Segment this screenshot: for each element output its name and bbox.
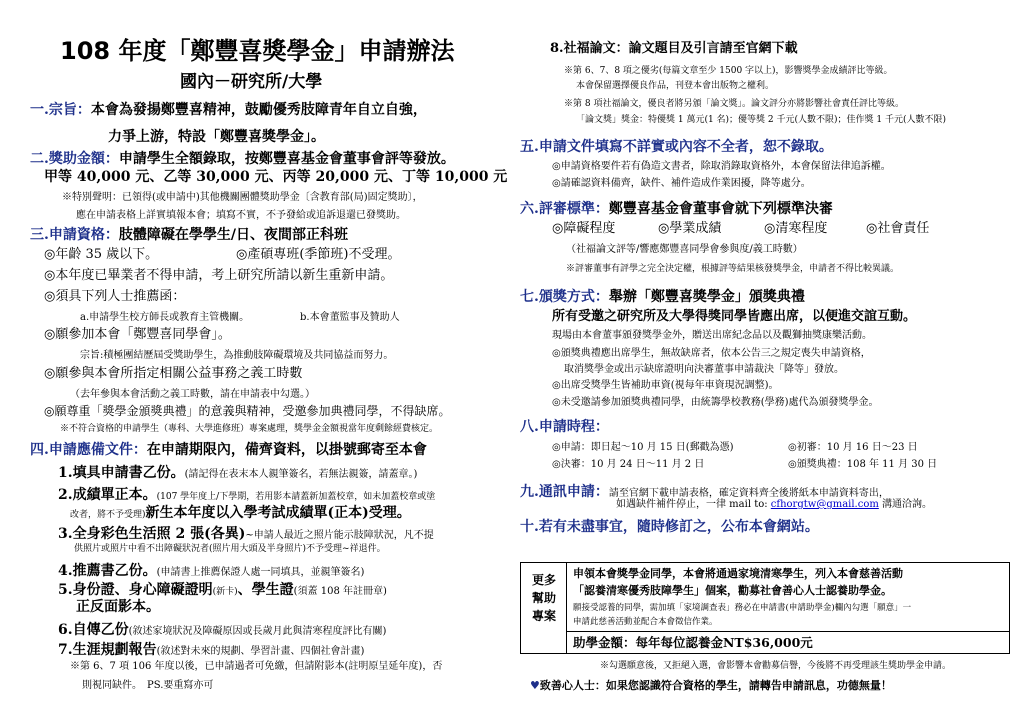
- section-5-heading: 五.申請文件填寫不詳實或內容不全者，恕不錄取。: [520, 139, 833, 155]
- doc-7: [58, 640, 364, 658]
- section-1: [30, 103, 427, 118]
- doc-2-freshman: 新生本年度以入學考試成績單(正本)受理。: [145, 505, 411, 521]
- section-7-line-2: 所有受邀之研究所及大學得獎同學皆應出席，以便進交誼互動。: [552, 309, 917, 324]
- help-box-divider: [567, 631, 1009, 632]
- schedule-final-review: ◎決審：10 月 24 日～11 月 2 日: [552, 459, 705, 470]
- page-subtitle: 國內－研究所/大學: [180, 72, 323, 92]
- section-3-seasonal: ◎產碩專班(季節班)不受理。: [236, 247, 401, 262]
- section-9-heading: 九.通訊申請：: [520, 484, 609, 500]
- section-4-note-2: 則視同缺件。 PS.要重寫亦可: [82, 680, 214, 691]
- doc-5-label: 5.身份證、身心障礙證明: [58, 582, 213, 598]
- section-3-recommend: ◎須具下列人士推薦函：: [44, 289, 186, 304]
- section-3-note: ※不符合資格的申請學生（專科、大學進修班）專案處理，獎學金金額視當年度剩餘經費核定。: [60, 424, 439, 434]
- section-3-volunteer: ◎願參與本會所指定相關公益事務之義工時數: [44, 366, 303, 381]
- section-3-recommend-a: a.申請學生校方師長或教育主管機關。: [80, 312, 250, 323]
- criterion-disability: ◎障礙程度: [552, 221, 616, 236]
- schedule-first-review: ◎初審：10 月 16 日～23 日: [788, 442, 918, 453]
- section-5-item-1: ◎申請資格要件若有偽造文書者，除取消錄取資格外，本會保留法律追訴權。: [552, 161, 891, 172]
- criterion-grades: ◎學業成績: [658, 221, 722, 236]
- doc-3-note-2: 供照片或照片中看不出障礙狀況者(照片用大頭及半身照片)不予受理~祥退件。: [74, 544, 386, 554]
- doc-4: [58, 561, 364, 579]
- section-4-heading: 四.申請應備文件：: [30, 442, 147, 458]
- section-4-note-1: ※第 6、7 項 106 年度以後，已申請過者可免繳，但請附影本(註明原呈延年度)，否: [70, 661, 443, 672]
- section-3-alumni-note: 宗旨:積極團結歷屆受獎助學生，為推動肢障礙環境及共同協益而努力。: [80, 350, 394, 361]
- heart-icon: ♥: [530, 679, 540, 692]
- section-2-amounts: 甲等 40,000 元、乙等 30,000 元、丙等 20,000 元、丁等 10,000 元: [44, 169, 508, 185]
- schedule-ceremony: ◎頒獎典禮：108 年 11 月 30 日: [788, 459, 938, 470]
- section-7-item-1b: 取消獎學金或出示缺席證明向決審董事申請裁決「降等」發放。: [564, 364, 844, 375]
- section-7-item-2: ◎出席受獎學生皆補助車資(視每年車資現況調整)。: [552, 380, 779, 391]
- section-7-item-1: ◎頒獎典禮應出席學生，無故缺席者，依本公告三之規定喪失申請資格，: [552, 348, 871, 359]
- page-title: 108 年度「鄭豐喜獎學金」申請辦法: [60, 37, 455, 65]
- section-5-item-2: ◎請確認資料備齊，缺件、補件造成作業困擾，降等處分。: [552, 178, 811, 189]
- doc-3-label: 3.全身彩色生活照 2 張(各異): [58, 526, 246, 542]
- doc-3-note: ~申請人最近之照片能示肢障狀況，凡不提: [245, 530, 434, 541]
- doc-2: [58, 485, 435, 503]
- section-9-mail-text: 如遇缺件補件停止，一律 mail to:: [616, 499, 771, 510]
- section-8-heading: 八.申請時程：: [520, 419, 609, 435]
- doc-6-note: (敘述家境狀況及障礙原因或長歲月此與清寒程度評比有關): [128, 626, 387, 637]
- doc-2-label: 2.成績單正本。: [58, 487, 157, 503]
- doc-8-note-1: ※第 6、7、8 項之優劣(每篇文章至少 1500 字以上)，影響獎學金成績評比等級。: [564, 66, 893, 76]
- section-10: 十.若有未盡事宜，隨時修訂之，公布本會網站。: [520, 519, 819, 535]
- section-3-recommend-b: b.本會董監事及贊助人: [300, 312, 400, 323]
- section-1-heading: 一.宗旨：: [30, 102, 91, 118]
- footer-text: 致善心人士：如果您認識符合資格的學生，請轉告申請訊息，功德無量！: [539, 679, 892, 692]
- doc-5-cont: 正反面影本。: [76, 599, 160, 615]
- doc-8-note-3: ※第 8 項社福論文，優良者將另頒「論文獎」。論文評分亦將影響社會責任評比等級。: [564, 99, 904, 109]
- section-2-heading: 二.獎助金額：: [30, 151, 119, 167]
- doc-5-note-2: (須蓋 108 年註冊章): [293, 586, 387, 597]
- footer-line: [530, 680, 892, 692]
- section-3-alumni: ◎願參加本會「鄭豐喜同學會」。: [44, 327, 231, 342]
- section-2: [30, 152, 455, 167]
- section-2-note-1: ※特別聲明：已領得(或申請中)其他機關團體獎助學金〔含教育部(局)固定獎助〕，: [62, 192, 423, 203]
- doc-6-label: 6.自傳乙份: [58, 622, 129, 638]
- help-box-line-3: 願接受認養的同學，需加填「家境調查表」務必在申請書(申請助學金)欄內勾選「願意」一: [573, 603, 912, 613]
- help-box-line-4: 申請此慈善活動並配合本會徵信作業。: [573, 617, 718, 627]
- doc-3: [58, 524, 434, 542]
- doc-5-student-id: 、學生證: [237, 582, 294, 598]
- section-7-item-3: ◎未受邀請參加頒獎典禮同學，由統籌學校教務(學務)處代為頒發獎學金。: [552, 397, 879, 408]
- help-box-label-cell: [521, 563, 567, 653]
- doc-2-cont: [70, 503, 411, 521]
- doc-4-label: 4.推薦書乙份。: [58, 563, 157, 579]
- section-2-line-1: 申請學生全額錄取，按鄭豐喜基金會董事會評等發放。: [118, 151, 455, 167]
- doc-5: [58, 580, 387, 598]
- doc-1-label: 1.填具申請書乙份。: [58, 465, 185, 481]
- doc-8-note-2: 本會保留選擇優良作品，刊登本會出版物之權利。: [576, 81, 775, 91]
- section-6: [520, 202, 833, 217]
- section-3-age: ◎年齡 35 歲以下。: [44, 247, 159, 262]
- section-3-volunteer-note: （去年參與本會活動之義工時數，請在申請表中勾選。）: [70, 389, 315, 400]
- section-3-heading: 三.申請資格：: [30, 227, 119, 243]
- help-box-label: 更多幫助專案: [531, 573, 556, 623]
- help-program-box: [520, 562, 1010, 654]
- section-6-note-1: （社福論文評等/響應鄭豐喜同學會參與度/義工時數）: [566, 244, 803, 255]
- doc-5-note: (新卡): [212, 587, 238, 597]
- section-7-line-1: 舉辦「鄭豐喜獎學金」頒獎典禮: [608, 289, 805, 305]
- section-4: [30, 443, 427, 458]
- section-1-line-2: 力爭上游，特設「鄭豐喜獎學金」。: [108, 129, 325, 145]
- schedule-apply: ◎申請：即日起～10 月 15 日(郵戳為憑): [552, 442, 734, 453]
- section-2-note-2: 應在申請表格上詳實填報本會；填寫不實，不予發給或追訴退還已發獎助。: [76, 210, 406, 221]
- section-9-line-1: 請至官網下載申請表格，確定資料齊全後將紙本申請資料寄出，: [608, 488, 889, 499]
- contact-email-link[interactable]: cfhorgtw@gmail.com: [770, 499, 879, 510]
- section-7-line-3: 現場由本會董事頒發獎學金外，贈送出席紀念品以及觀獅抽獎康樂活動。: [552, 330, 872, 341]
- help-box-note: ※勾選願意後，又拒絕入選，會影響本會勸募信譽，今後將不再受理該生獎助學金申請。: [600, 661, 952, 671]
- help-box-amount: 助學金額：每年每位認養金NT$36,000元: [573, 635, 813, 650]
- section-9: [520, 482, 889, 500]
- doc-7-note: (敘述對未來的規劃、學習計畫、四個社會計畫): [156, 646, 365, 657]
- section-1-line-1: 本會為發揚鄭豐喜精神，鼓勵優秀肢障青年自立自強，: [90, 102, 427, 118]
- criterion-poverty: ◎清寒程度: [764, 221, 828, 236]
- section-9-line-2: [616, 499, 932, 510]
- help-box-line-1: 申領本會獎學金同學，本會將通過家境清寒學生，列入本會慈善活動: [573, 567, 903, 580]
- doc-7-label: 7.生涯規劃報告: [58, 642, 157, 658]
- section-6-heading: 六.評審標準：: [520, 201, 609, 217]
- doc-6: [58, 620, 386, 638]
- doc-2-note: (107 學年度上/下學期，若用影本請蓋新加蓋校章，如未加蓋校章或塗: [156, 492, 436, 502]
- doc-8: 8.社福論文：論文題目及引言請至官網下載: [550, 41, 798, 56]
- section-3: [30, 228, 348, 243]
- section-7-heading: 七.頒獎方式：: [520, 289, 609, 305]
- criterion-social: ◎社會責任: [866, 221, 930, 236]
- section-7: [520, 290, 805, 305]
- doc-2-note-2: 改者，將不予受理): [70, 510, 146, 520]
- doc-4-note: (申請書上推薦保證人處一同填具，並親筆簽名): [156, 567, 365, 578]
- doc-1: [58, 463, 417, 481]
- section-3-ceremony: ◎願尊重「獎學金頒獎典禮」的意義與精神，受邀參加典禮同學，不得缺席。: [44, 404, 451, 418]
- section-6-line-1: 鄭豐喜基金會董事會就下列標準決審: [608, 201, 833, 217]
- section-3-line-1: 肢體障礙在學學生/日、夜間部正科班: [118, 227, 348, 243]
- doc-1-note: (請記得在表末本人親筆簽名，若無法親簽，請蓋章。): [184, 469, 418, 480]
- section-6-note-2: ※評審董事有評學之完全決定權，根據評等結果核發獎學金，申請者不得比較異議。: [566, 264, 900, 274]
- doc-8-note-4: 「論文獎」獎金：特優獎 1 萬元(1 名)；優等獎 2 千元(人數不限)；佳作獎 1 千元(人數不限): [576, 115, 946, 125]
- section-4-line-1: 在申請期限內，備齊資料，以掛號郵寄至本會: [146, 442, 427, 458]
- help-box-line-2: 「認養清寒優秀肢障學生」個案，勸募社會善心人士認養助學金。: [573, 584, 892, 597]
- section-3-graduated: ◎本年度已畢業者不得申請，考上研究所請以新生重新申請。: [44, 268, 394, 283]
- section-9-tail: 溝通洽詢。: [878, 499, 933, 510]
